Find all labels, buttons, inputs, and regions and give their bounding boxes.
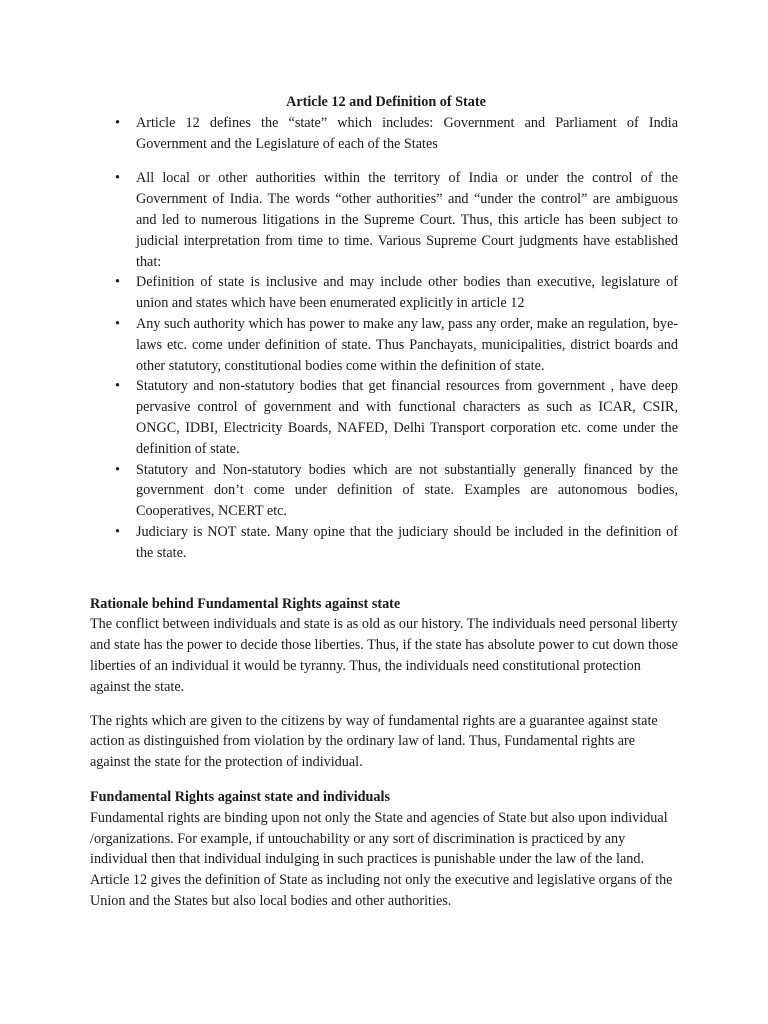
- bullet-item: • Judiciary is NOT state. Many opine that the judiciary should be included in the definition of the state.: [90, 522, 678, 564]
- paragraph: Fundamental rights are binding upon not only the State and agencies of State but also upon individual /organizations. For example, if untouchability or any sort of discrimination is practiced by any individual then that individual indulging in such practices is punishable under the law of the land. Article 12 gives the definition of State as including not only the executive and legislative organs of the Union and the States but also local bodies and other authorities.: [90, 809, 673, 909]
- paragraph: The rights which are given to the citizens by way of fundamental rights are a guarantee against state action as distinguished from violation by the ordinary law of land. Thus, Fundamental rights are against the state for the protection of individual.: [90, 712, 658, 771]
- bullet-item: • Any such authority which has power to make any law, pass any order, make an regulation, bye-laws etc. come under definition of state. Thus Panchayats, municipalities, district boards and other statutory, constitutional bodies come within the definition of state.: [90, 314, 678, 376]
- document-title: Article 12 and Definition of State: [286, 94, 486, 110]
- bullet-item: • All local or other authorities within the territory of India or under the control of the Government of India. The words “other authorities” and “under the control” are ambiguous and led to numerous litigations in the Supreme Court. Thus, this article has been subject to judicial interpretation from time to time. Various Supreme Court judgments have established that:: [90, 168, 678, 272]
- bullet-item: • Article 12 defines the “state” which includes: Government and Parliament of India Government and the Legislature of each of the States: [90, 113, 678, 155]
- section-heading-fundamental-rights: Fundamental Rights against state and individuals: [90, 788, 390, 805]
- bullet-item: • Definition of state is inclusive and may include other bodies than executive, legislature of union and states which have been enumerated explicitly in article 12: [90, 272, 678, 314]
- section-heading-rationale: Rationale behind Fundamental Rights against state: [90, 595, 401, 612]
- document-page: [90, 92, 678, 912]
- bullet-list: [90, 113, 678, 564]
- bullet-item: • Statutory and Non-statutory bodies which are not substantially generally financed by the government don’t come under definition of state. Examples are autonomous bodies, Cooperatives, NCERT etc.: [90, 460, 678, 522]
- paragraph: The conflict between individuals and state is as old as our history. The individuals need personal liberty and state has the power to decide those liberties. Thus, if the state has absolute power to cut down those liberties of an individual it would be tyranny. Thus, the individuals need constitutional protection against the state.: [90, 616, 678, 695]
- bullet-item: • Statutory and non-statutory bodies that get financial resources from government , have deep pervasive control of government and with functional characters as such as ICAR, CSIR, ONGC, IDBI, Electricity Boards, NAFED, Delhi Transport corporation etc. come under the definition of state.: [90, 376, 678, 459]
